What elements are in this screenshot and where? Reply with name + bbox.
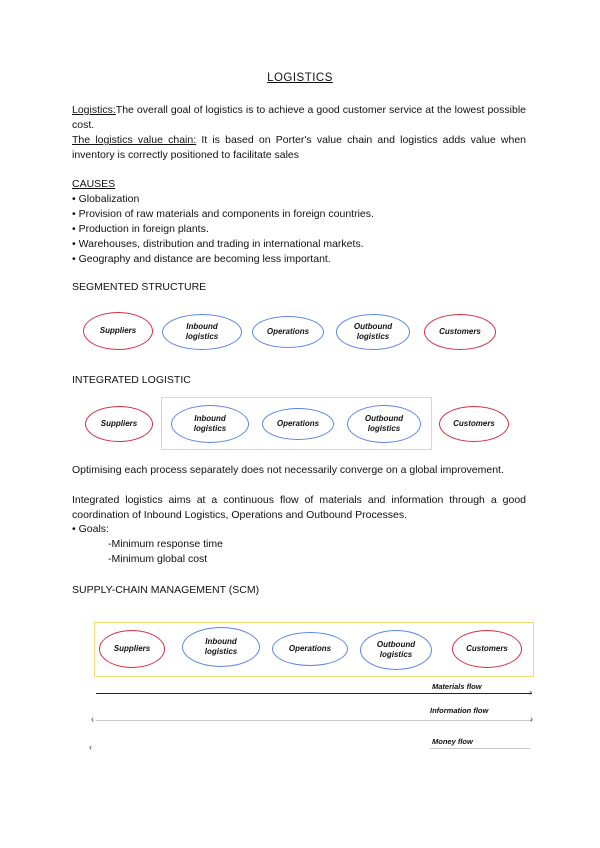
money-flow-label: Money flow xyxy=(432,737,473,746)
inbound-logistics-node: Inbound logistics xyxy=(171,405,249,443)
list-item: • Provision of raw materials and components in foreign countries. xyxy=(72,207,374,222)
materials-flow-label: Materials flow xyxy=(432,682,482,691)
customers-node: Customers xyxy=(424,314,496,350)
operations-node: Operations xyxy=(252,316,324,348)
value-chain-term: The logistics value chain: xyxy=(72,134,197,146)
logistics-definition xyxy=(72,103,526,133)
money-flow-line xyxy=(430,748,530,749)
scm-heading: SUPPLY-CHAIN MANAGEMENT (SCM) xyxy=(72,584,260,596)
inbound-logistics-node: Inbound logistics xyxy=(162,314,242,350)
causes-heading: CAUSES xyxy=(72,178,116,190)
value-chain-def: It is based on Porter's value chain and logistics adds value when inventory is correctly positioned to facilitate sales xyxy=(72,134,527,161)
list-item: • Geography and distance are becoming less important. xyxy=(72,252,374,267)
value-chain-definition xyxy=(72,133,526,163)
logistics-def: The overall goal of logistics is to achieve a good customer service at the lowest possible cost. xyxy=(72,104,526,131)
suppliers-node: Suppliers xyxy=(85,406,153,442)
goal-item: -Minimum global cost xyxy=(108,553,208,565)
money-flow-arrow-icon: ‹ xyxy=(89,742,92,752)
inbound-logistics-node: Inbound logistics xyxy=(182,627,260,667)
integrated-paragraph-2: Integrated logistics aims at a continuous flow of materials and information through a good coordination of Inbound Logistics, Operations and Outbound Processes. xyxy=(72,494,526,521)
information-flow-arrow-left-icon: ‹ xyxy=(91,714,94,724)
integrated-heading: INTEGRATED LOGISTIC xyxy=(72,374,191,386)
materials-flow-line xyxy=(96,693,532,694)
outbound-logistics-node: Outbound logistics xyxy=(347,405,421,443)
list-item: • Warehouses, distribution and trading in international markets. xyxy=(72,237,374,252)
information-flow-line xyxy=(96,720,532,721)
segmented-heading: SEGMENTED STRUCTURE xyxy=(72,281,207,293)
customers-node: Customers xyxy=(439,406,509,442)
operations-node: Operations xyxy=(272,632,348,666)
goals-label: • Goals: xyxy=(72,523,109,535)
information-flow-label: Information flow xyxy=(430,706,489,715)
list-item: • Production in foreign plants. xyxy=(72,222,374,237)
outbound-logistics-node: Outbound logistics xyxy=(336,314,410,350)
logistics-term: Logistics: xyxy=(72,104,116,116)
page-title: LOGISTICS xyxy=(267,72,333,84)
information-flow-arrow-right-icon: › xyxy=(530,714,533,724)
operations-node: Operations xyxy=(262,408,334,440)
causes-list xyxy=(72,192,374,267)
outbound-logistics-node: Outbound logistics xyxy=(360,630,432,670)
materials-flow-arrow-icon: › xyxy=(529,687,532,697)
goal-item: -Minimum response time xyxy=(108,538,223,550)
customers-node: Customers xyxy=(452,630,522,668)
integrated-paragraph-1: Optimising each process separately does not necessarily converge on a global improvement. xyxy=(72,464,504,476)
suppliers-node: Suppliers xyxy=(99,630,165,668)
suppliers-node: Suppliers xyxy=(83,312,153,350)
list-item: • Globalization xyxy=(72,192,374,207)
